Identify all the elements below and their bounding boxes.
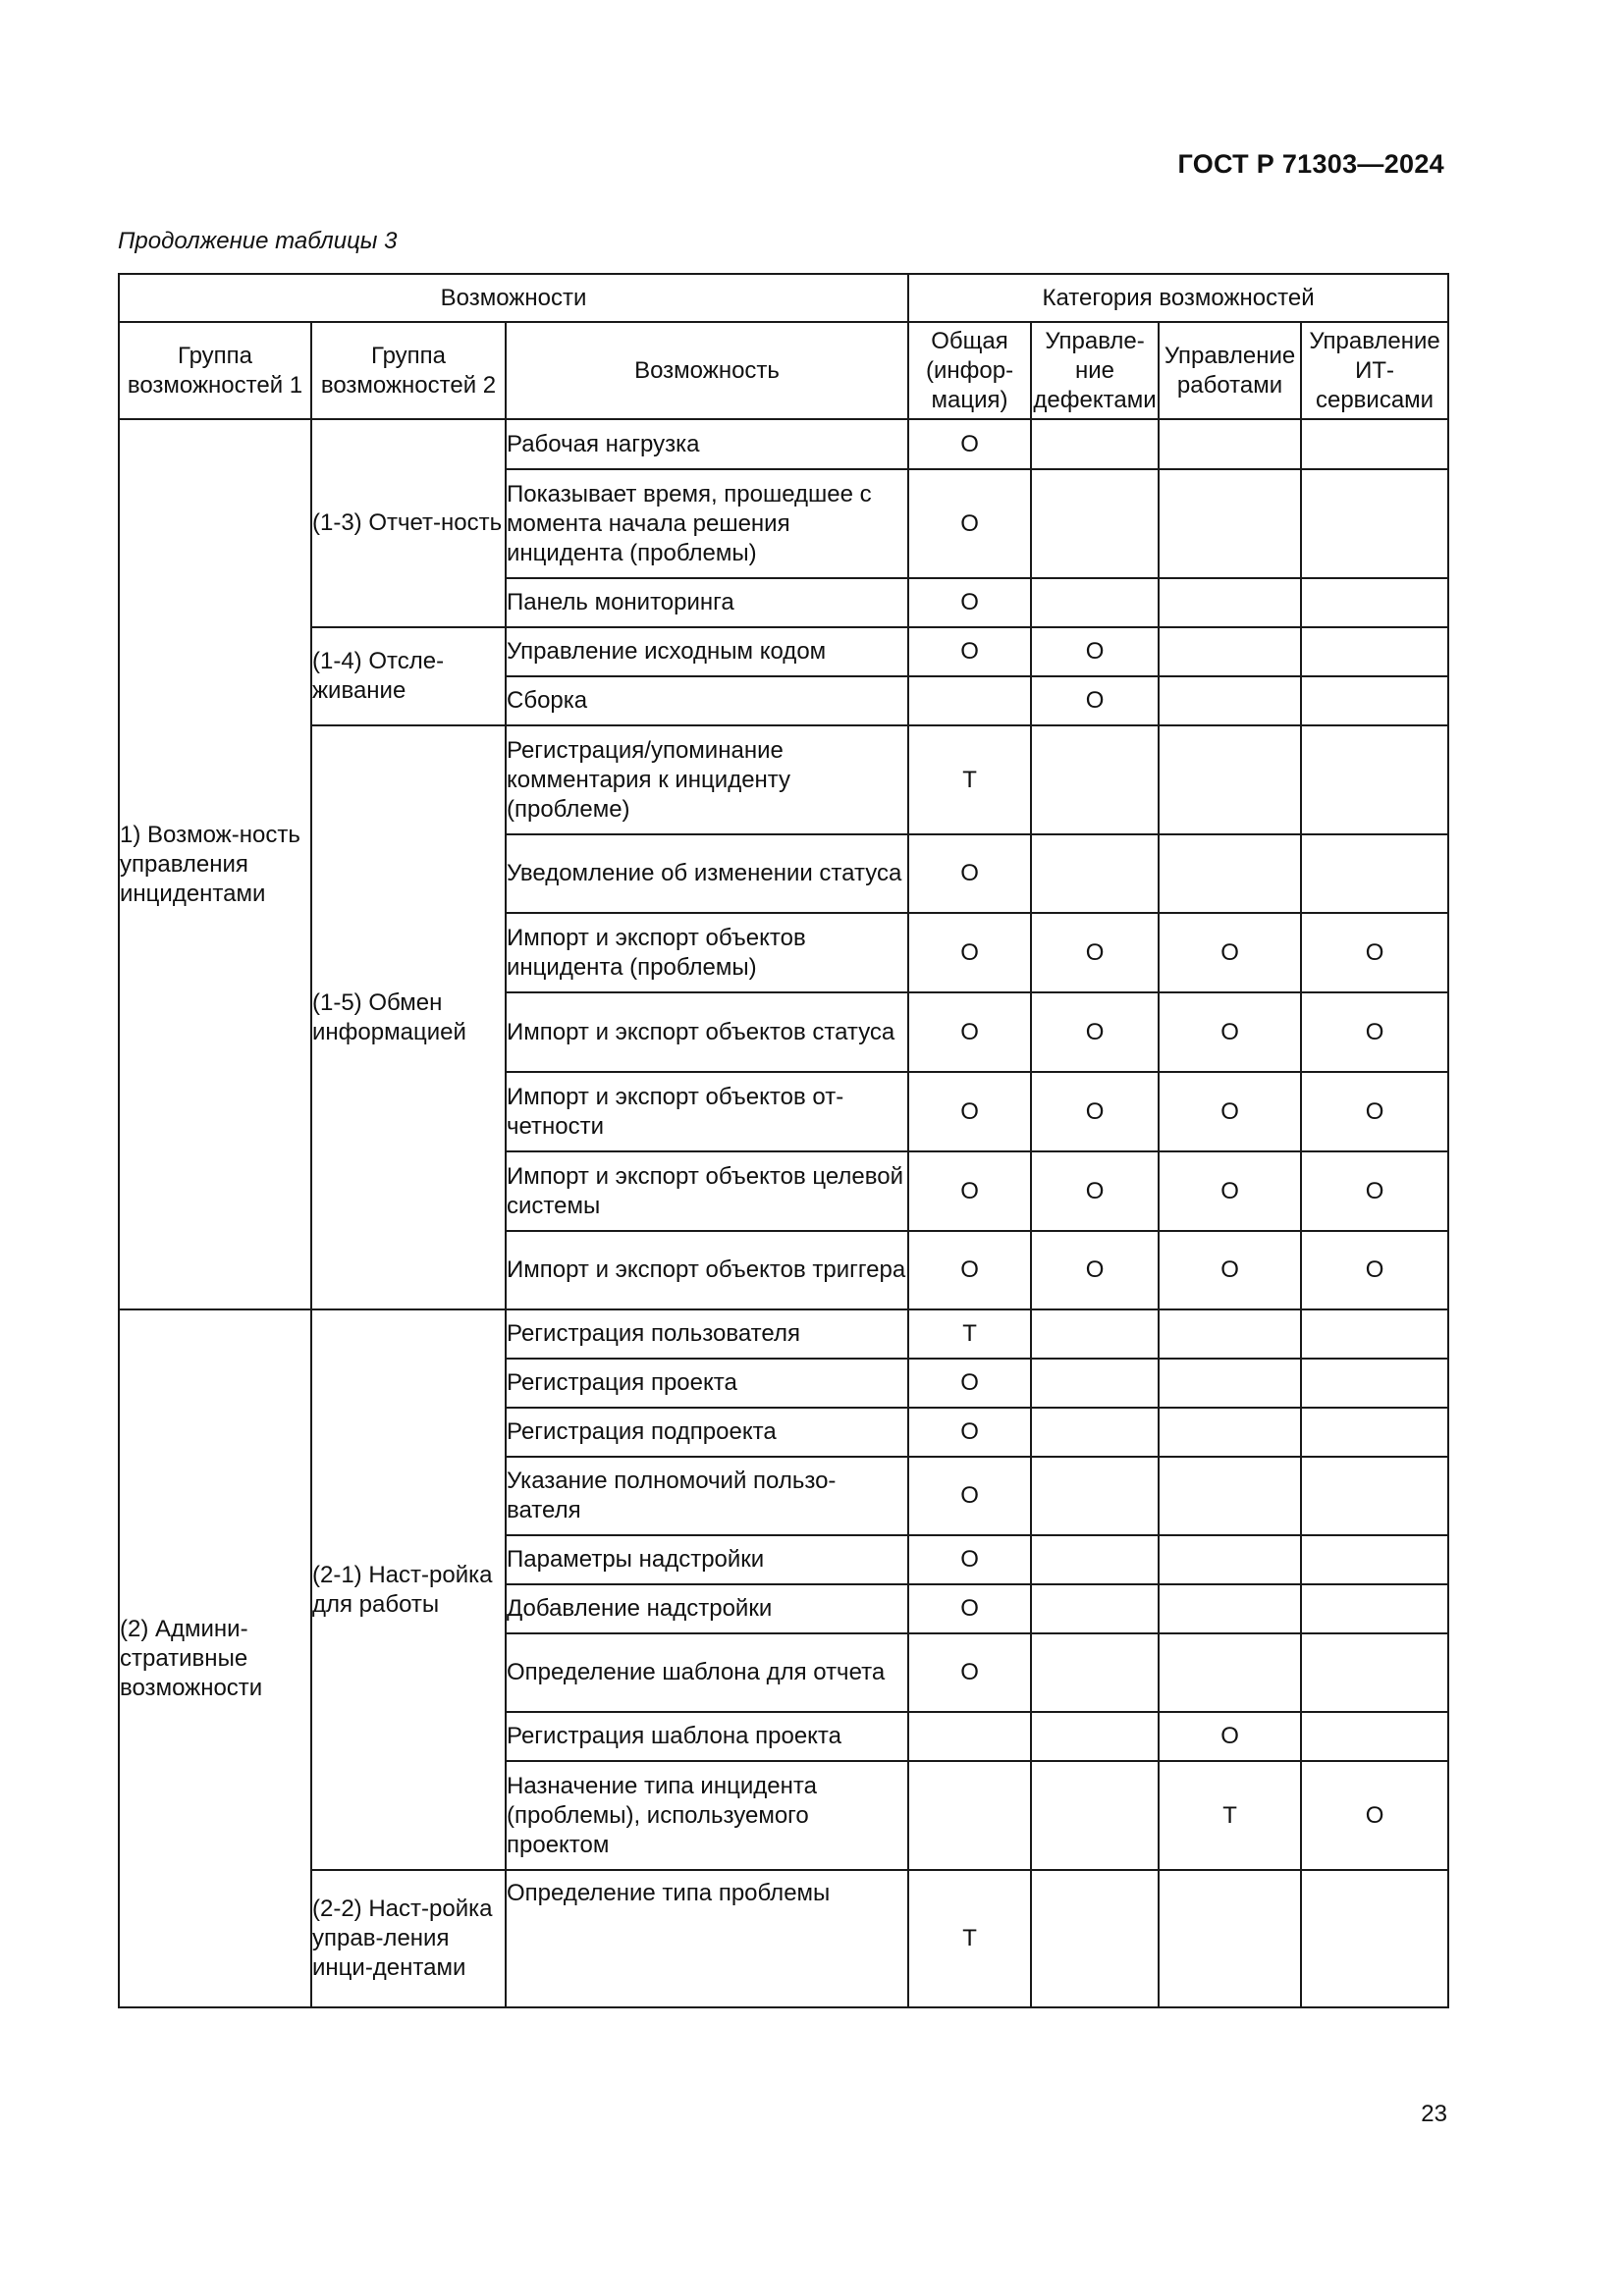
capability-cell: Регистрация/упоминание комментария к инциденту (проблеме) (506, 725, 908, 834)
capability-cell: Рабочая нагрузка (506, 419, 908, 469)
capabilities-table (118, 273, 1449, 2008)
general-cell: Т (908, 1870, 1031, 2007)
it-services-cell: О (1301, 1761, 1448, 1870)
defects-cell (1031, 1359, 1159, 1408)
it-services-cell (1301, 834, 1448, 913)
works-cell: Т (1159, 1761, 1301, 1870)
it-services-cell (1301, 419, 1448, 469)
defects-cell (1031, 419, 1159, 469)
works-cell: О (1159, 1151, 1301, 1231)
general-cell: О (908, 1359, 1031, 1408)
defects-cell (1031, 1457, 1159, 1535)
works-cell (1159, 469, 1301, 578)
general-cell: О (908, 1151, 1031, 1231)
works-cell (1159, 419, 1301, 469)
defects-cell (1031, 1633, 1159, 1712)
defects-cell (1031, 1870, 1159, 2007)
works-cell (1159, 627, 1301, 676)
group2-cell: (2-1) Наст-ройка для работы (311, 1309, 506, 1870)
table-caption: Продолжение таблицы 3 (118, 228, 398, 254)
defects-cell (1031, 469, 1159, 578)
general-cell: О (908, 1633, 1031, 1712)
header-defects: Управле-ние дефектами (1031, 322, 1159, 419)
works-cell (1159, 676, 1301, 725)
defects-cell (1031, 1761, 1159, 1870)
it-services-cell (1301, 627, 1448, 676)
works-cell (1159, 1408, 1301, 1457)
it-services-cell (1301, 1359, 1448, 1408)
general-cell: О (908, 1408, 1031, 1457)
capability-cell: Показывает время, прошедшее с момента начала решения инцидента (проблемы) (506, 469, 908, 578)
defects-cell: О (1031, 676, 1159, 725)
capability-cell: Панель мониторинга (506, 578, 908, 627)
works-cell: О (1159, 1231, 1301, 1309)
defects-cell (1031, 1309, 1159, 1359)
works-cell (1159, 1870, 1301, 2007)
defects-cell: О (1031, 1072, 1159, 1151)
works-cell (1159, 1359, 1301, 1408)
header-capabilities: Возможности (119, 274, 908, 322)
defects-cell: О (1031, 1231, 1159, 1309)
group1-cell: (2) Админи-стративные возможности (119, 1309, 311, 2007)
it-services-cell (1301, 1584, 1448, 1633)
defects-cell (1031, 1408, 1159, 1457)
works-cell (1159, 1535, 1301, 1584)
capability-cell: Регистрация проекта (506, 1359, 908, 1408)
general-cell: О (908, 627, 1031, 676)
works-cell (1159, 578, 1301, 627)
defects-cell (1031, 578, 1159, 627)
general-cell: О (908, 834, 1031, 913)
capability-cell: Указание полномочий пользо-вателя (506, 1457, 908, 1535)
it-services-cell: О (1301, 913, 1448, 992)
capability-cell: Параметры надстройки (506, 1535, 908, 1584)
general-cell (908, 1761, 1031, 1870)
document-standard-number: ГОСТ Р 71303—2024 (1177, 149, 1444, 179)
header-group1: Группа возможностей 1 (119, 322, 311, 419)
capability-cell: Регистрация подпроекта (506, 1408, 908, 1457)
header-capability: Возможность (506, 322, 908, 419)
defects-cell: О (1031, 627, 1159, 676)
table-row (119, 725, 1448, 834)
general-cell: О (908, 992, 1031, 1072)
defects-cell (1031, 725, 1159, 834)
table-row (119, 1309, 1448, 1359)
works-cell (1159, 1309, 1301, 1359)
capability-cell: Регистрация шаблона проекта (506, 1712, 908, 1761)
defects-cell (1031, 1712, 1159, 1761)
table-row (119, 627, 1448, 676)
it-services-cell (1301, 1870, 1448, 2007)
it-services-cell (1301, 1408, 1448, 1457)
it-services-cell (1301, 725, 1448, 834)
general-cell: О (908, 469, 1031, 578)
capability-cell: Добавление надстройки (506, 1584, 908, 1633)
works-cell (1159, 1633, 1301, 1712)
group1-cell: 1) Возмож-ность управления инцидентами (119, 419, 311, 1309)
it-services-cell (1301, 1633, 1448, 1712)
capability-cell: Управление исходным кодом (506, 627, 908, 676)
it-services-cell: О (1301, 1231, 1448, 1309)
defects-cell (1031, 1535, 1159, 1584)
capability-cell: Определение шаблона для отчета (506, 1633, 908, 1712)
capability-cell: Импорт и экспорт объектов целевой системы (506, 1151, 908, 1231)
general-cell: О (908, 1584, 1031, 1633)
general-cell: Т (908, 725, 1031, 834)
works-cell (1159, 834, 1301, 913)
capability-cell: Уведомление об изменении статуса (506, 834, 908, 913)
works-cell (1159, 1457, 1301, 1535)
general-cell: О (908, 578, 1031, 627)
capability-cell: Определение типа проблемы (506, 1870, 908, 2007)
general-cell: О (908, 913, 1031, 992)
it-services-cell (1301, 1712, 1448, 1761)
general-cell: О (908, 1231, 1031, 1309)
it-services-cell (1301, 676, 1448, 725)
it-services-cell (1301, 1457, 1448, 1535)
group2-cell: (1-3) Отчет-ность (311, 419, 506, 627)
group2-cell: (2-2) Наст-ройка управ-ления инци-дентами (311, 1870, 506, 2007)
it-services-cell (1301, 469, 1448, 578)
general-cell (908, 1712, 1031, 1761)
header-category: Категория возможностей (908, 274, 1448, 322)
general-cell: О (908, 419, 1031, 469)
works-cell: О (1159, 1712, 1301, 1761)
header-general: Общая (инфор-мация) (908, 322, 1031, 419)
capability-cell: Импорт и экспорт объектов статуса (506, 992, 908, 1072)
capability-cell: Сборка (506, 676, 908, 725)
general-cell: Т (908, 1309, 1031, 1359)
table-row (119, 1870, 1448, 2007)
it-services-cell (1301, 1309, 1448, 1359)
works-cell (1159, 725, 1301, 834)
group2-cell: (1-4) Отсле-живание (311, 627, 506, 725)
it-services-cell: О (1301, 992, 1448, 1072)
it-services-cell: О (1301, 1151, 1448, 1231)
capability-cell: Импорт и экспорт объектов инцидента (проблемы) (506, 913, 908, 992)
general-cell: О (908, 1072, 1031, 1151)
works-cell: О (1159, 992, 1301, 1072)
capability-cell: Назначение типа инцидента (проблемы), используемого проектом (506, 1761, 908, 1870)
it-services-cell (1301, 578, 1448, 627)
header-works: Управление работами (1159, 322, 1301, 419)
table-row (119, 419, 1448, 469)
group2-cell: (1-5) Обмен информацией (311, 725, 506, 1309)
defects-cell (1031, 1584, 1159, 1633)
page-number: 23 (1421, 2101, 1447, 2127)
header-it-services: Управление ИТ-сервисами (1301, 322, 1448, 419)
defects-cell: О (1031, 992, 1159, 1072)
defects-cell: О (1031, 1151, 1159, 1231)
defects-cell (1031, 834, 1159, 913)
general-cell: О (908, 1457, 1031, 1535)
defects-cell: О (1031, 913, 1159, 992)
general-cell: О (908, 1535, 1031, 1584)
it-services-cell: О (1301, 1072, 1448, 1151)
works-cell: О (1159, 913, 1301, 992)
capability-cell: Регистрация пользователя (506, 1309, 908, 1359)
general-cell (908, 676, 1031, 725)
capability-cell: Импорт и экспорт объектов триггера (506, 1231, 908, 1309)
it-services-cell (1301, 1535, 1448, 1584)
header-group2: Группа возможностей 2 (311, 322, 506, 419)
capability-cell: Импорт и экспорт объектов от-четности (506, 1072, 908, 1151)
works-cell (1159, 1584, 1301, 1633)
works-cell: О (1159, 1072, 1301, 1151)
